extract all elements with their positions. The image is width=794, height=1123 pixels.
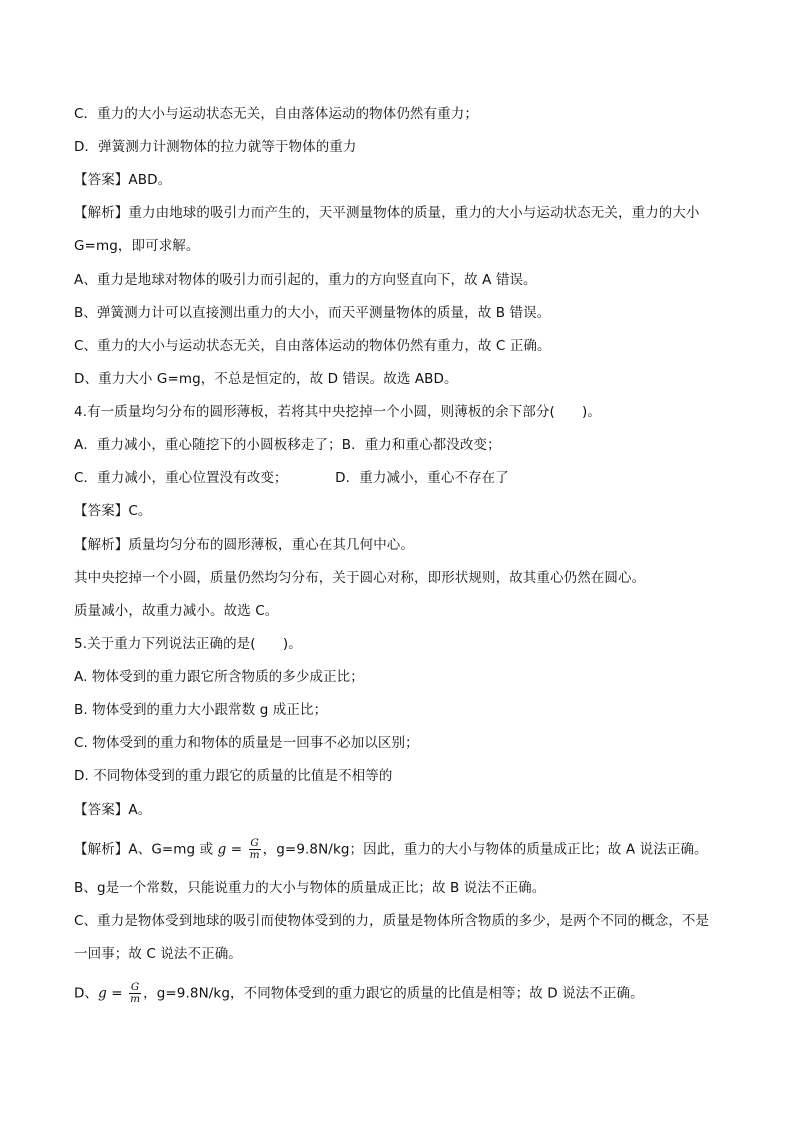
analysis-4-line3: 质量减小，故重力减小。故选 C。 — [74, 603, 279, 619]
formula-text-before: 【解析】A、G=mg 或 — [74, 841, 218, 858]
fraction-g-over-m — [129, 982, 141, 1005]
question-5: 5.关于重力下列说法正确的是( )。 — [74, 636, 302, 652]
fraction-numerator: G — [250, 837, 259, 849]
fraction-g-over-m — [249, 838, 261, 861]
formula-text-before: D、 — [74, 985, 99, 1002]
formula-eq: = — [106, 985, 128, 1002]
question-5-option-c: C. 物体受到的重力和物体的质量是一回事不必加以区别； — [74, 735, 419, 751]
formula-text-after: ，g=9.8N/kg，不同物体受到的重力跟它的质量的比值是相等；故 D 说法不正确。 — [143, 985, 644, 1002]
analysis-3-b: B、弹簧测力计可以直接测出重力的大小，而天平测量物体的质量，故 B 错误。 — [74, 305, 551, 321]
answer-5: 【答案】A。 — [74, 802, 152, 818]
option-c-line: C．重力的大小与运动状态无关，自由落体运动的物体仍然有重力； — [74, 106, 478, 122]
analysis-5-b: B、g是一个常数，只能说重力的大小与物体的质量成正比；故 B 说法不正确。 — [74, 880, 546, 896]
analysis-3-c: C、重力的大小与运动状态无关，自由落体运动的物体仍然有重力，故 C 正确。 — [74, 338, 551, 354]
analysis-3-a: A、重力是地球对物体的吸引力而引起的，重力的方向竖直向下，故 A 错误。 — [74, 272, 537, 288]
formula-eq: = — [226, 841, 247, 858]
fraction-numerator: G — [130, 981, 140, 993]
fraction-denominator: m — [130, 993, 141, 1005]
analysis-5-d-formula-line — [74, 982, 644, 1005]
fraction-denominator: m — [249, 849, 260, 861]
analysis-3-d: D、重力大小 G=mg，不总是恒定的，故 D 错误。故选 ABD。 — [74, 371, 458, 387]
question-5-option-a: A. 物体受到的重力跟它所含物质的多少成正比； — [74, 669, 364, 685]
question-4: 4.有一质量均匀分布的圆形薄板，若将其中央挖掉一个小圆，则薄板的余下部分( )。 — [74, 404, 602, 420]
answer-4: 【答案】C。 — [74, 503, 152, 519]
question-5-option-b: B. 物体受到的重力大小跟常数 g 成正比； — [74, 702, 328, 718]
option-d-line: D．弹簧测力计测物体的拉力就等于物体的重力 — [74, 139, 357, 155]
formula-text-after: ，g=9.8N/kg；因此，重力的大小与物体的质量成正比；故 A 说法正确。 — [262, 841, 708, 858]
question-4-options-ab: A．重力减小，重心随挖下的小圆板移走了；B．重力和重心都没改变； — [74, 437, 501, 453]
question-4-options-cd: C．重力减小，重心位置没有改变； D．重力减小，重心不存在了 — [74, 470, 509, 486]
analysis-5-c-line1: C、重力是物体受到地球的吸引而使物体受到的力，质量是物体所含物质的多少，是两个不同的概念，不是 — [74, 913, 710, 929]
analysis-5-c-line2: 一回事；故 C 说法不正确。 — [74, 946, 242, 962]
answer-3: 【答案】ABD。 — [74, 172, 172, 188]
formula-var: g — [98, 985, 107, 1002]
analysis-4-line2: 其中央挖掉一个小圆，质量仍然均匀分布，关于圆心对称，即形状规则，故其重心仍然在圆心。 — [74, 570, 646, 586]
formula-var: g — [217, 841, 227, 858]
analysis-4-line1: 【解析】质量均匀分布的圆形薄板，重心在其几何中心。 — [74, 537, 414, 553]
analysis-5-a-formula-line — [74, 838, 708, 861]
question-5-option-d: D. 不同物体受到的重力跟它的质量的比值是不相等的 — [74, 768, 393, 784]
analysis-3-line2: G=mg，即可求解。 — [74, 238, 200, 254]
analysis-3-line1: 【解析】重力由地球的吸引力而产生的，天平测量物体的质量，重力的大小与运动状态无关，重力的大小 — [74, 205, 700, 221]
